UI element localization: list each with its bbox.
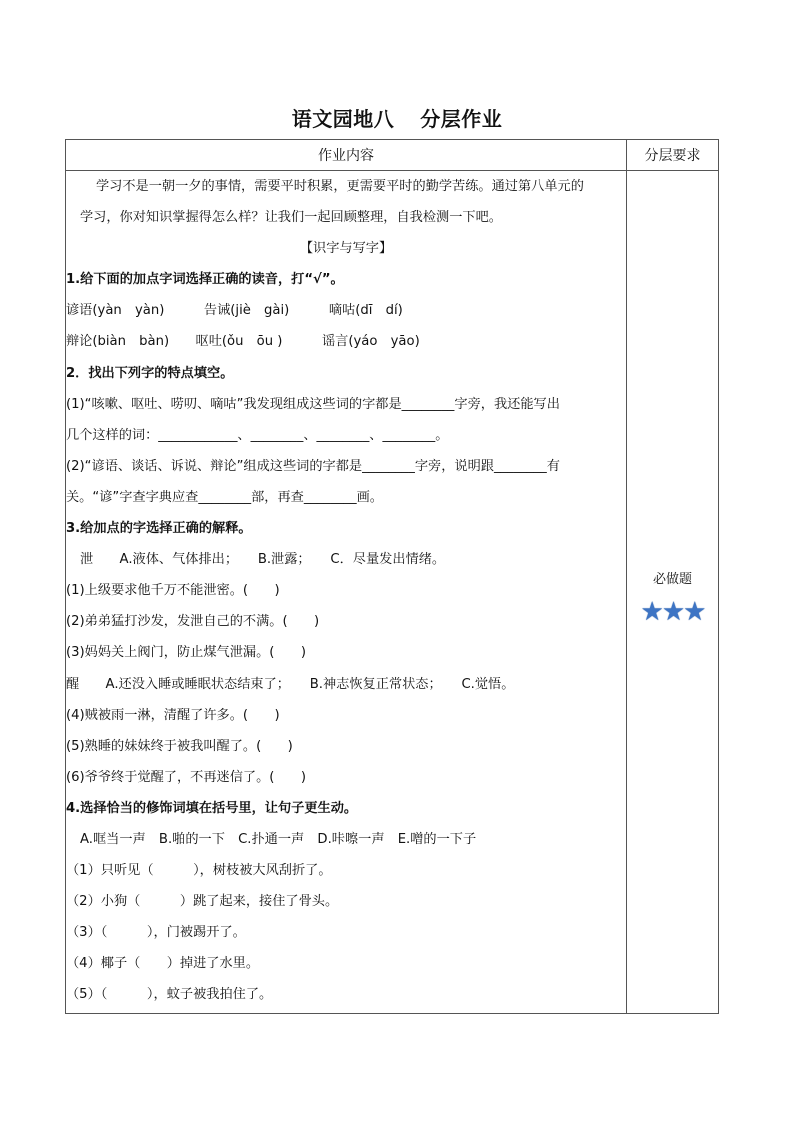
q2-title: 2．找出下列字的特点填空。 bbox=[66, 365, 234, 381]
page-title bbox=[0, 103, 794, 132]
intro-line-2: 学习，你对知识掌握得怎么样？让我们一起回顾整理，自我检测一下吧。 bbox=[80, 210, 502, 226]
requirement-label: 必做题 bbox=[652, 571, 692, 587]
star-icon: ★ bbox=[661, 596, 684, 627]
q3-item-3: (3)妈妈关上阀门，防止煤气泄漏。( ) bbox=[66, 645, 306, 661]
q3-title: 3.给加点的字选择正确的解释。 bbox=[66, 521, 252, 537]
q1-row-2: 辩论(biàn bàn) 呕吐(ǒu ōu ) 谣言(yáo yāo) bbox=[66, 334, 420, 350]
q4-sentence-1: （1）只听见（ ），树枝被大风刮折了。 bbox=[66, 863, 332, 879]
intro-line-1: 学习不是一朝一夕的事情，需要平时积累，更需要平时的勤学苦练。通过第八单元的 bbox=[96, 179, 584, 194]
q2-line-1: (1)“咳嗽、呕吐、唠叨、嘀咕”我发现组成这些词的字都是________字旁，我还能写出 bbox=[66, 396, 560, 412]
q4-sentence-3: （3）（ ），门被踢开了。 bbox=[66, 925, 246, 941]
q1-row-1: 谚语(yàn yàn) 告诫(jiè gài) 嘀咕(dī dí) bbox=[66, 303, 403, 319]
requirement-cell bbox=[627, 171, 719, 1014]
q2-line-3: (2)“谚语、谈话、诉说、辩论”组成这些词的字都是________字旁，说明跟________有 bbox=[66, 458, 560, 474]
q3-xie-definitions: 泄 A.液体、气体排出； B.泄露； C．尽量发出情绪。 bbox=[80, 552, 446, 568]
header-content: 作业内容 bbox=[66, 140, 627, 171]
q4-options: A.哐当一声 B.啪的一下 C.扑通一声 D.咔嚓一声 E.噌的一下子 bbox=[80, 831, 477, 847]
header-row bbox=[66, 140, 719, 171]
q4-sentence-2: （2）小狗（ ）跳了起来，接住了骨头。 bbox=[66, 894, 339, 910]
q3-item-4: (4)贼被雨一淋，清醒了许多。( ) bbox=[66, 707, 280, 723]
q3-item-6: (6)爷爷终于觉醒了，不再迷信了。( ) bbox=[66, 769, 306, 785]
body-row bbox=[66, 171, 719, 1014]
star-icon: ★ bbox=[683, 596, 705, 627]
title-main: 语文园地八 bbox=[291, 107, 395, 131]
q3-item-1: (1)上级要求他千万不能泄密。( ) bbox=[66, 583, 280, 599]
q3-item-2: (2)弟弟猛打沙发，发泄自己的不满。( ) bbox=[66, 614, 320, 630]
q3-xing-definitions: 醒 A.还没入睡或睡眠状态结束了； B.神志恢复正常状态； C.觉悟。 bbox=[66, 676, 515, 692]
assignment-content bbox=[66, 171, 627, 1014]
title-sub: 分层作业 bbox=[420, 107, 503, 131]
q1-title: 1.给下面的加点字词选择正确的读音，打“√”。 bbox=[66, 272, 344, 288]
q4-title: 4.选择恰当的修饰词填在括号里，让句子更生动。 bbox=[66, 800, 358, 816]
section-heading: 【识字与写字】 bbox=[299, 241, 393, 257]
q4-sentence-5: （5）（ ），蚊子被我拍住了。 bbox=[66, 987, 273, 1003]
q2-line-2: 几个这样的词：____________、________、________、________。 bbox=[66, 427, 449, 443]
difficulty-stars bbox=[627, 597, 718, 627]
q2-line-4: 关。“谚”字查字典应查________部，再查________画。 bbox=[66, 489, 383, 505]
q3-item-5: (5)熟睡的妹妹终于被我叫醒了。( ) bbox=[66, 738, 293, 754]
star-icon: ★ bbox=[640, 596, 662, 627]
q4-sentence-4: （4）椰子（ ）掉进了水里。 bbox=[66, 956, 260, 972]
homework-table bbox=[65, 139, 719, 1014]
header-requirement: 分层要求 bbox=[627, 140, 719, 171]
